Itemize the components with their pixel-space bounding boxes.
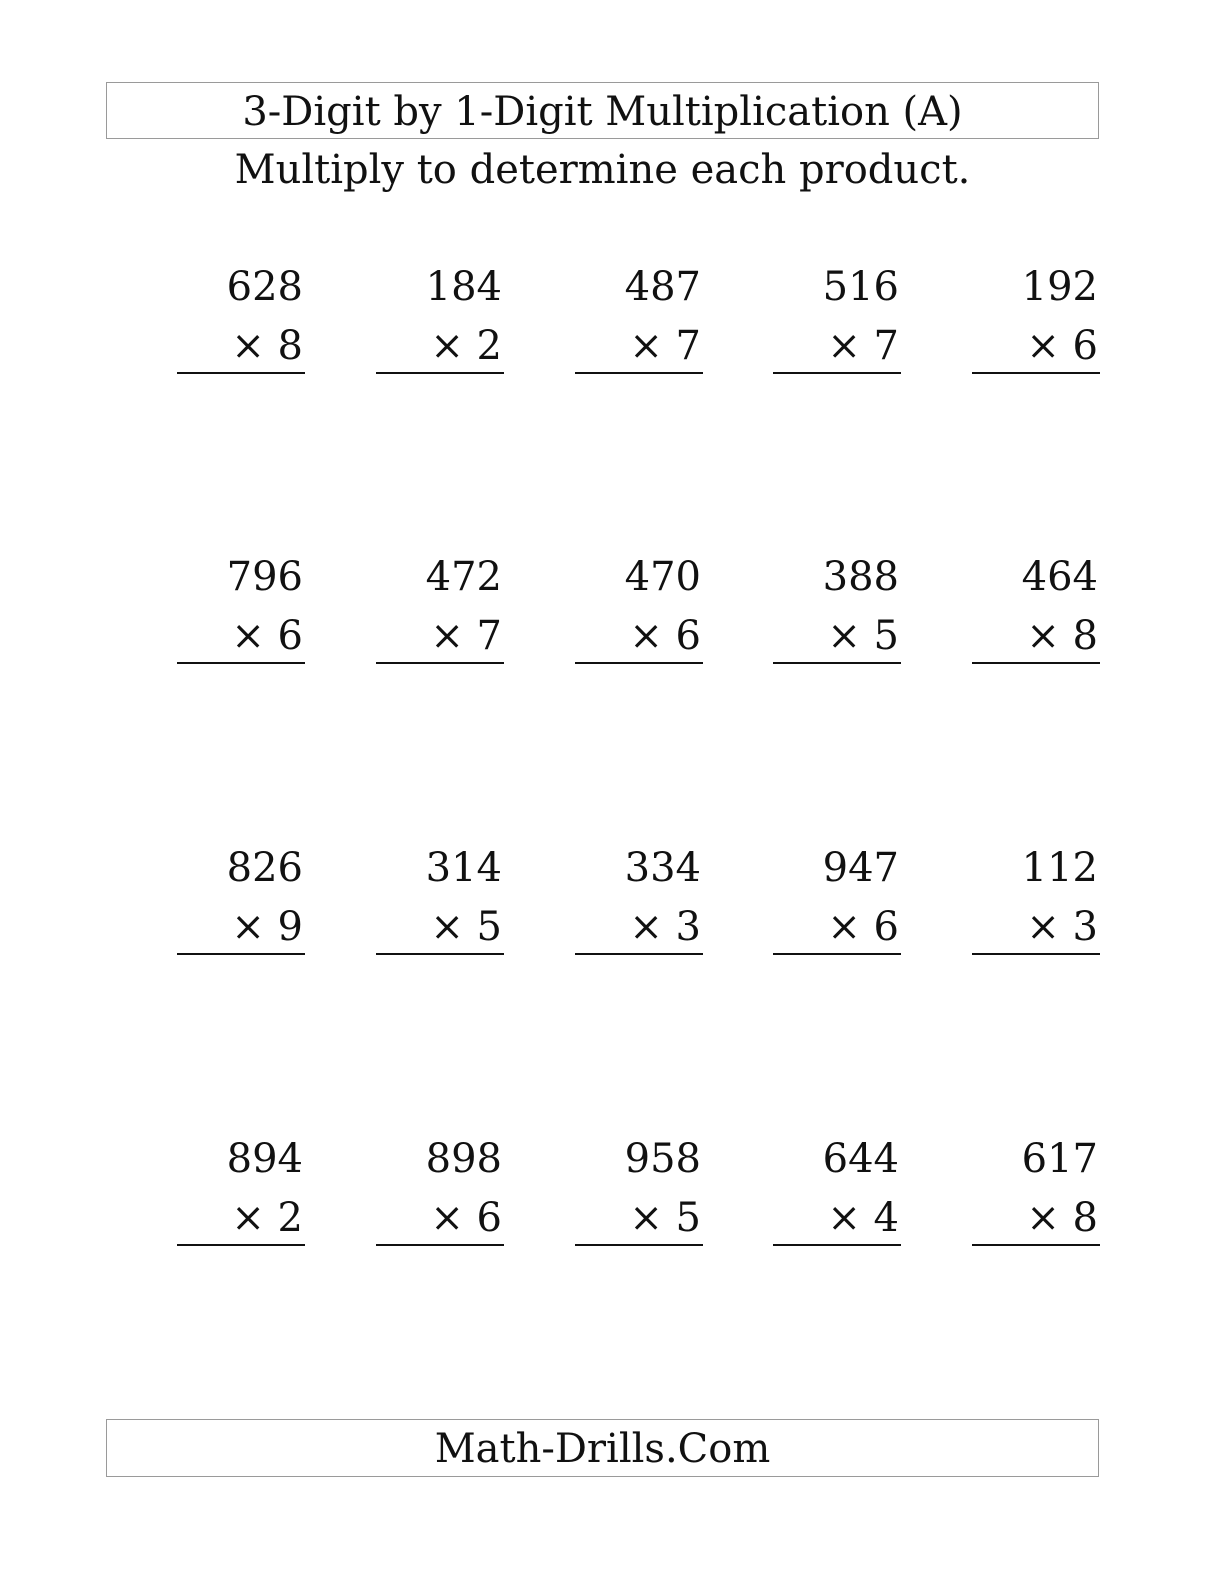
multiplicand: 192	[1021, 264, 1098, 310]
problem-15	[972, 844, 1100, 956]
answer-line	[773, 1244, 901, 1246]
answer-line	[773, 662, 901, 664]
problem-13	[575, 844, 703, 956]
problem-10	[972, 553, 1100, 665]
answer-line	[376, 372, 504, 374]
problem-7	[376, 553, 504, 665]
answer-line	[376, 953, 504, 955]
multiplicand: 947	[822, 845, 899, 891]
multiplicand: 617	[1021, 1136, 1098, 1182]
multiplier: × 3	[1026, 904, 1098, 950]
answer-line	[773, 953, 901, 955]
problem-19	[773, 1135, 901, 1247]
problem-6	[177, 553, 305, 665]
multiplicand: 334	[624, 845, 701, 891]
problem-11	[177, 844, 305, 956]
problem-4	[773, 263, 901, 375]
multiplier: × 8	[1026, 613, 1098, 659]
multiplier: × 2	[430, 323, 502, 369]
multiplicand: 894	[226, 1136, 303, 1182]
multiplicand: 628	[226, 264, 303, 310]
problem-5	[972, 263, 1100, 375]
multiplier: × 6	[1026, 323, 1098, 369]
multiplier: × 7	[430, 613, 502, 659]
multiplicand: 826	[226, 845, 303, 891]
multiplier: × 2	[231, 1195, 303, 1241]
multiplier: × 5	[430, 904, 502, 950]
problem-17	[376, 1135, 504, 1247]
answer-line	[177, 372, 305, 374]
multiplier: × 3	[629, 904, 701, 950]
problem-12	[376, 844, 504, 956]
problem-9	[773, 553, 901, 665]
answer-line	[177, 953, 305, 955]
problem-1	[177, 263, 305, 375]
multiplier: × 8	[1026, 1195, 1098, 1241]
answer-line	[972, 953, 1100, 955]
multiplicand: 796	[226, 554, 303, 600]
multiplicand: 314	[425, 845, 502, 891]
answer-line	[376, 662, 504, 664]
problem-14	[773, 844, 901, 956]
multiplicand: 184	[425, 264, 502, 310]
multiplier: × 6	[629, 613, 701, 659]
multiplicand: 644	[822, 1136, 899, 1182]
multiplier: × 9	[231, 904, 303, 950]
multiplier: × 5	[629, 1195, 701, 1241]
problem-8	[575, 553, 703, 665]
answer-line	[972, 1244, 1100, 1246]
multiplicand: 487	[624, 264, 701, 310]
multiplier: × 6	[231, 613, 303, 659]
multiplicand: 958	[624, 1136, 701, 1182]
multiplicand: 472	[425, 554, 502, 600]
multiplier: × 5	[827, 613, 899, 659]
problem-16	[177, 1135, 305, 1247]
multiplier: × 4	[827, 1195, 899, 1241]
answer-line	[972, 372, 1100, 374]
worksheet-title: 3-Digit by 1-Digit Multiplication (A)	[242, 89, 963, 135]
answer-line	[376, 1244, 504, 1246]
multiplier: × 7	[629, 323, 701, 369]
multiplier: × 6	[430, 1195, 502, 1241]
multiplier: × 6	[827, 904, 899, 950]
multiplier: × 8	[231, 323, 303, 369]
answer-line	[972, 662, 1100, 664]
multiplicand: 516	[822, 264, 899, 310]
answer-line	[773, 372, 901, 374]
multiplicand: 464	[1021, 554, 1098, 600]
worksheet-instructions: Multiply to determine each product.	[234, 147, 971, 193]
answer-line	[177, 662, 305, 664]
multiplicand: 388	[822, 554, 899, 600]
multiplicand: 470	[624, 554, 701, 600]
problem-18	[575, 1135, 703, 1247]
multiplicand: 898	[425, 1136, 502, 1182]
multiplier: × 7	[827, 323, 899, 369]
problem-2	[376, 263, 504, 375]
footer-brand: Math-Drills.Com	[434, 1426, 771, 1472]
answer-line	[575, 953, 703, 955]
problem-3	[575, 263, 703, 375]
answer-line	[177, 1244, 305, 1246]
problem-20	[972, 1135, 1100, 1247]
multiplicand: 112	[1021, 845, 1098, 891]
answer-line	[575, 662, 703, 664]
answer-line	[575, 372, 703, 374]
answer-line	[575, 1244, 703, 1246]
